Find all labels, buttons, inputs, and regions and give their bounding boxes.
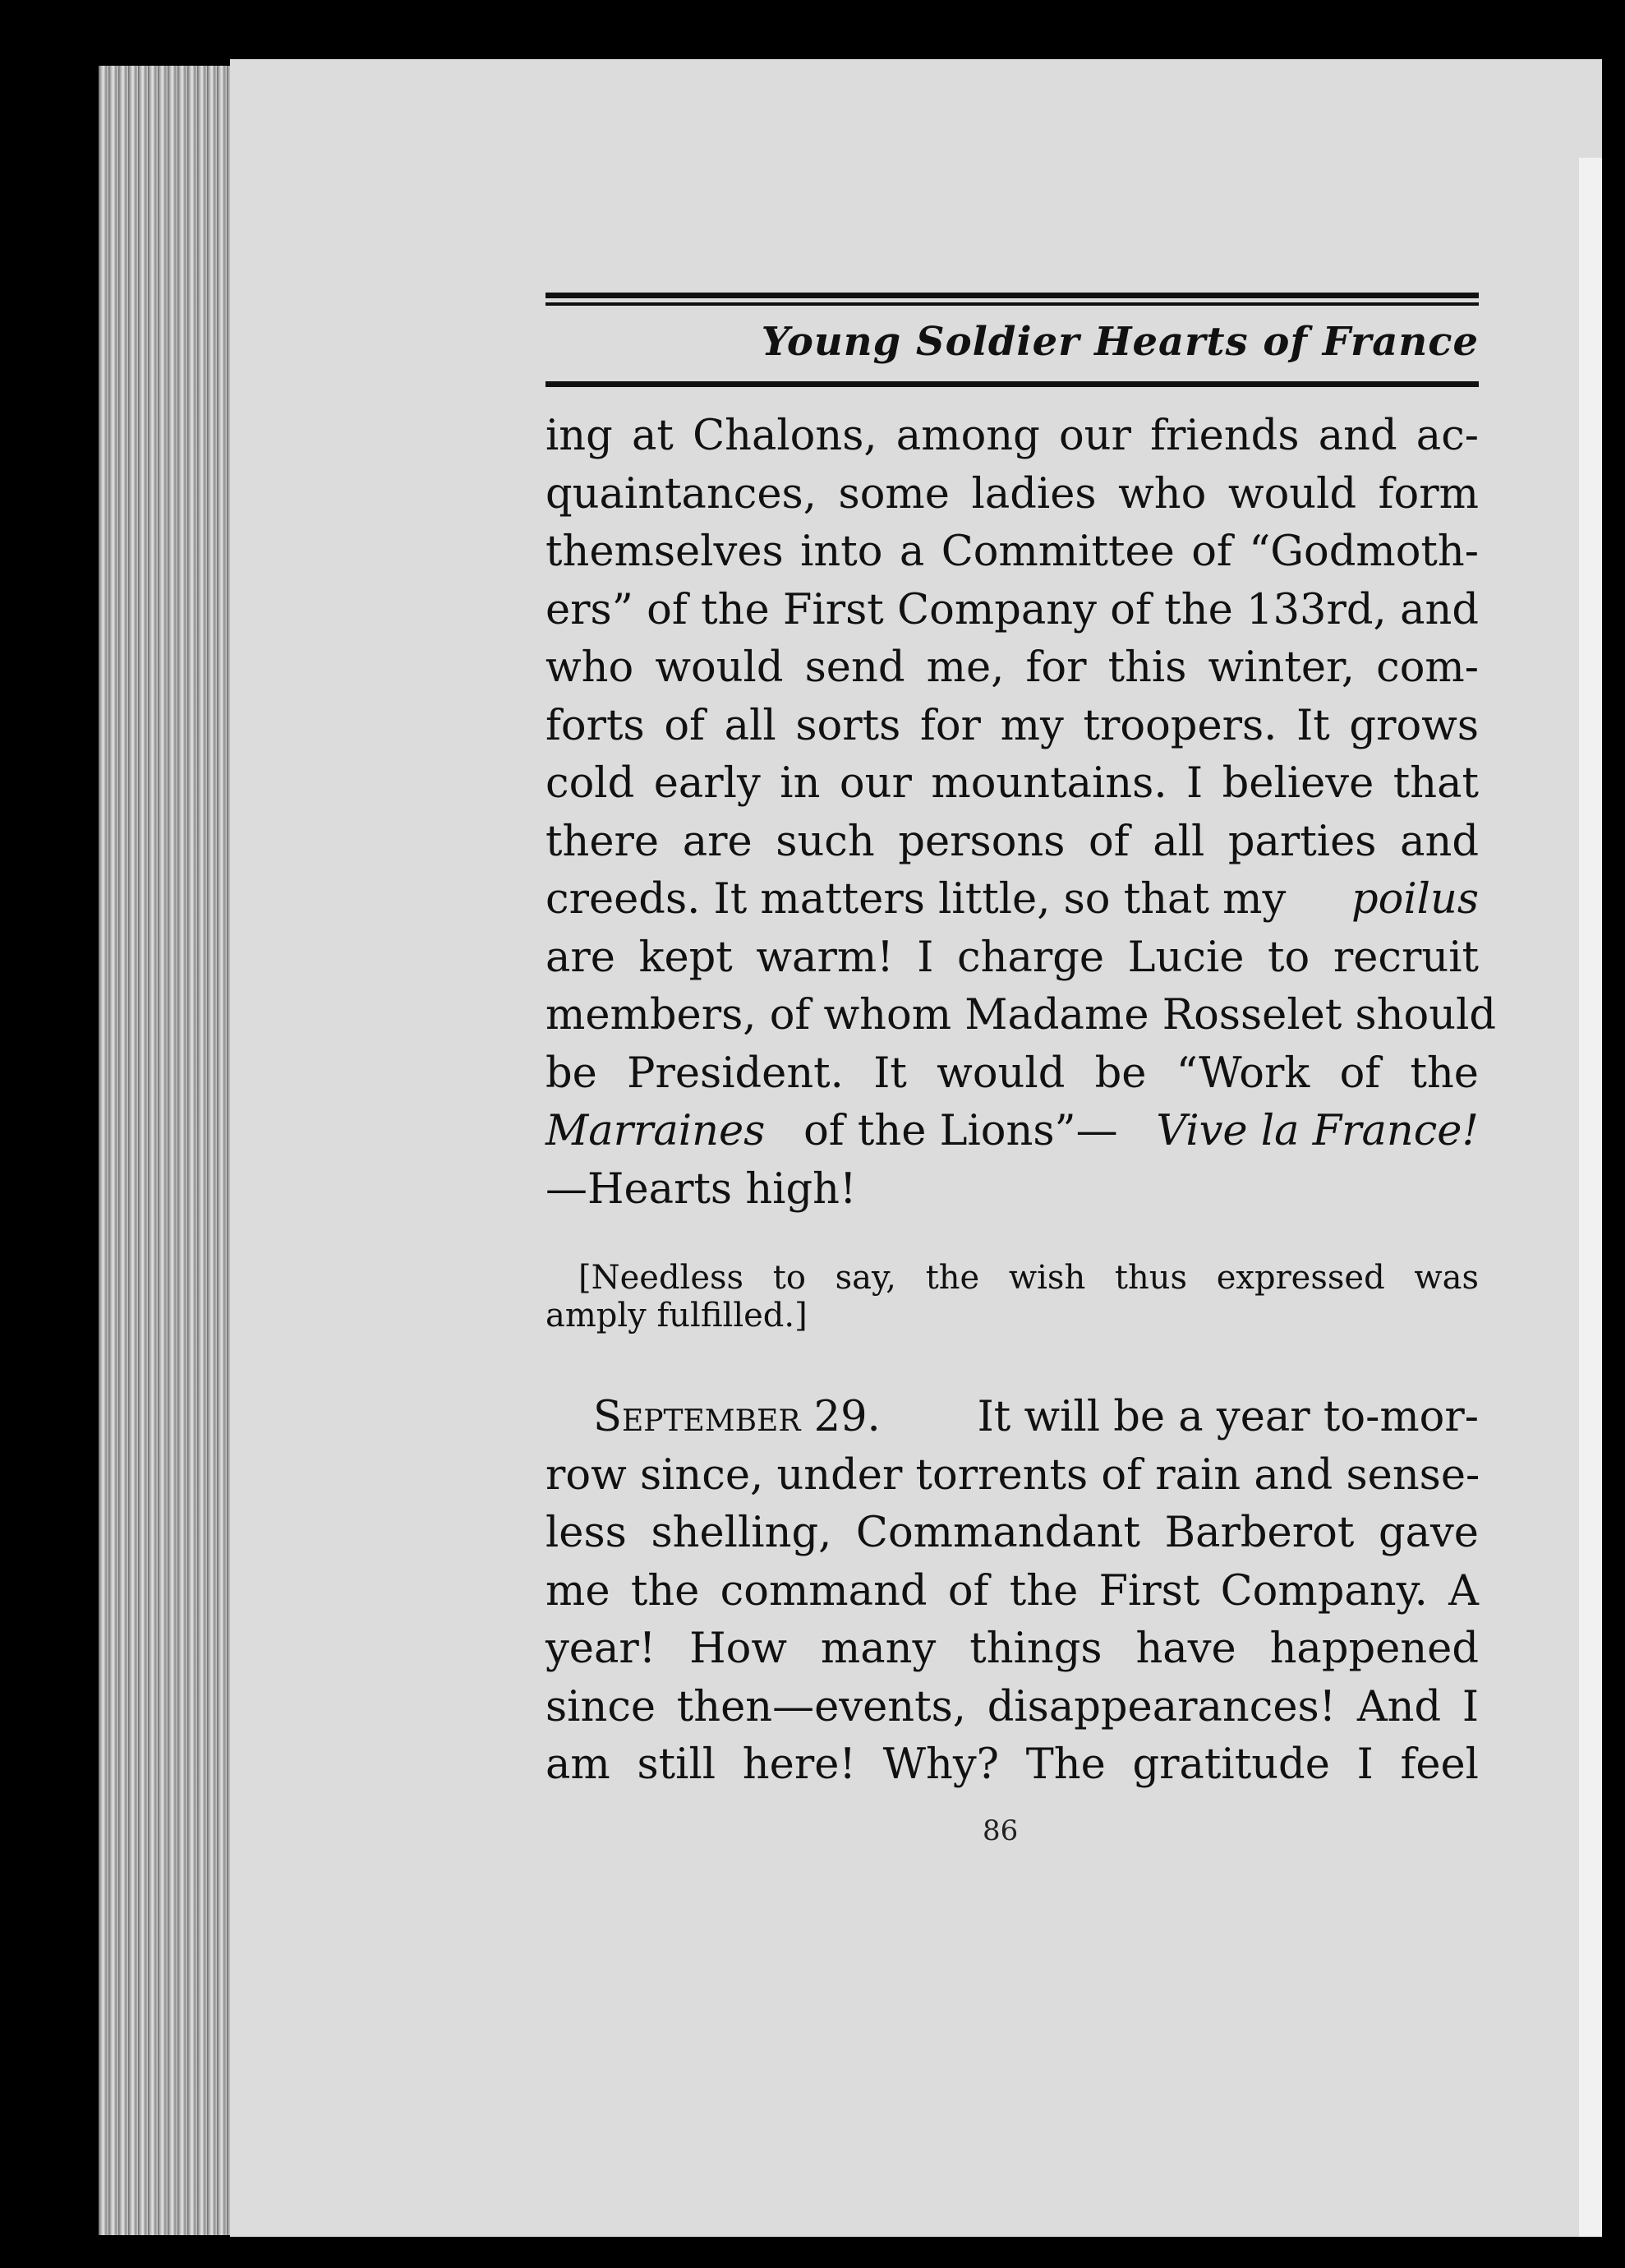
- running-head: Young Soldier Hearts of France: [761, 319, 1479, 365]
- text-line: cold early in our mountains. I believe that: [546, 759, 1479, 808]
- text-line: [546, 1389, 1479, 1447]
- page-number: 86: [983, 1814, 1019, 1847]
- header-rule-top-thick: [546, 293, 1479, 298]
- italic-word: poilus: [1351, 875, 1479, 924]
- text-line: me the command of the First Company. A: [546, 1566, 1479, 1616]
- text-line: are kept warm! I charge Lucie to recruit: [546, 933, 1479, 982]
- note-line: amply fulfilled.]: [546, 1297, 808, 1335]
- text-fragment: It will be a year to-mor-: [977, 1393, 1479, 1441]
- page-gutter: [1579, 158, 1602, 2237]
- text-line: be President. It would be “Work of the: [546, 1049, 1479, 1098]
- text-line: ing at Chalons, among our friends and ac-: [546, 412, 1479, 460]
- text-line: row since, under torrents of rain and sense-: [546, 1450, 1480, 1500]
- text-line: who would send me, for this winter, com-: [546, 643, 1479, 692]
- text-line: there are such persons of all parties and: [546, 817, 1479, 866]
- italic-word: Marraines: [546, 1107, 766, 1155]
- text-line: year! How many things have happened: [546, 1625, 1479, 1673]
- book-fore-edge: [99, 66, 238, 2235]
- text-line: members, of whom Madame Rosselet should: [546, 991, 1497, 1040]
- italic-phrase: Vive la France!: [1156, 1107, 1479, 1155]
- text-line: forts of all sorts for my troopers. It grows: [546, 701, 1479, 750]
- body-paragraph-2: [546, 1389, 1479, 1795]
- text-line: less shelling, Commandant Barberot gave: [546, 1509, 1479, 1557]
- text-line: [546, 871, 1479, 929]
- text-line: ers” of the First Company of the 133rd, and: [546, 585, 1479, 634]
- text-line: [546, 1103, 1479, 1161]
- header-rule-bottom: [546, 381, 1479, 387]
- text-line: am still here! Why? The gratitude I feel: [546, 1740, 1479, 1789]
- text-line: —Hearts high!: [546, 1164, 857, 1214]
- entry-date: September 29.: [593, 1393, 881, 1441]
- text-fragment: of the Lions”—: [803, 1107, 1118, 1155]
- note-line: [Needless to say, the wish thus expressed was: [578, 1259, 1479, 1297]
- text-line: quaintances, some ladies who would form: [546, 469, 1479, 519]
- editor-note: [546, 1259, 1479, 1335]
- text-line: since then—events, disappearances! And I: [546, 1682, 1479, 1731]
- text-fragment: creeds. It matters little, so that my: [546, 875, 1287, 924]
- header-rule-top-thin: [546, 302, 1479, 306]
- text-line: themselves into a Committee of “Godmoth-: [546, 528, 1479, 576]
- body-paragraph-1: [546, 408, 1497, 1219]
